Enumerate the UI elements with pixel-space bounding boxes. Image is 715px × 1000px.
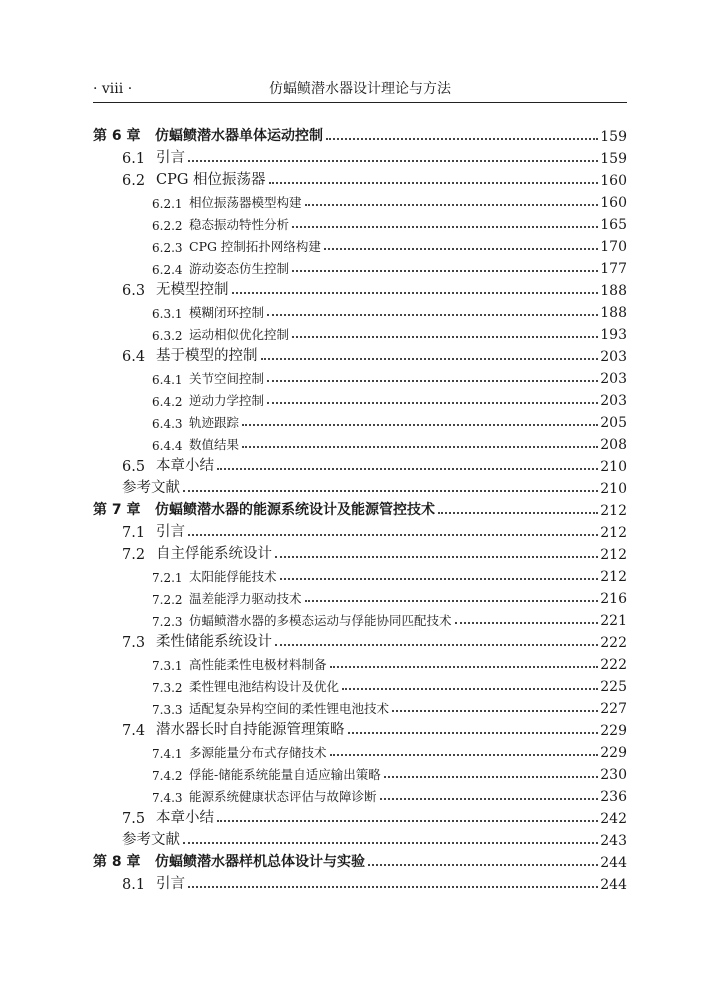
toc-entry-page: 221 [600, 613, 627, 629]
dot-leader [183, 842, 598, 844]
toc-entry-page: 177 [600, 261, 627, 277]
toc-entry-number: 6.3.1 [152, 307, 183, 321]
toc-entry-sub[interactable] [93, 189, 627, 211]
dot-leader [217, 820, 598, 822]
table-of-contents [93, 123, 627, 893]
toc-entry-title: 仿蝠鲼潜水器的多模态运动与俘能协同匹配技术 [189, 613, 452, 628]
dot-leader [368, 864, 598, 866]
toc-entry-page: 222 [600, 635, 627, 651]
dot-leader [392, 710, 598, 712]
toc-entry-number: 7.2.3 [152, 615, 183, 629]
toc-entry-page: 188 [600, 305, 627, 321]
toc-entry-number: 6.4.3 [152, 417, 183, 431]
toc-entry-sub[interactable] [93, 563, 627, 585]
dot-leader [438, 512, 598, 514]
dot-leader [326, 138, 598, 140]
dot-leader [342, 688, 598, 690]
toc-entry-page: 170 [600, 239, 627, 255]
toc-entry-number: 7.3 [122, 635, 146, 651]
toc-entry-page: 203 [600, 393, 627, 409]
toc-entry-sub[interactable] [93, 607, 627, 629]
toc-entry-title: 高性能柔性电极材料制备 [189, 657, 327, 672]
toc-entry-sub[interactable] [93, 431, 627, 453]
toc-entry-chapter[interactable] [93, 123, 627, 145]
toc-entry-page: 210 [600, 459, 627, 475]
dot-leader [292, 270, 598, 272]
toc-entry-title: 太阳能俘能技术 [189, 569, 277, 584]
toc-entry-title: 自主俘能系统设计 [156, 546, 272, 562]
toc-entry-number: 6.3.2 [152, 329, 183, 343]
dot-leader [232, 292, 599, 294]
toc-entry-section[interactable] [93, 453, 627, 475]
toc-entry-page: 244 [600, 855, 627, 871]
dot-leader [305, 204, 599, 206]
dot-leader [242, 446, 598, 448]
dot-leader [292, 336, 598, 338]
toc-entry-title: 适配复杂异构空间的柔性锂电池技术 [189, 701, 390, 716]
toc-entry-page: 236 [600, 789, 627, 805]
toc-entry-page: 229 [600, 723, 627, 739]
toc-entry-page: 222 [600, 657, 627, 673]
toc-entry-page: 212 [600, 525, 627, 541]
toc-entry-section[interactable] [93, 277, 627, 299]
toc-entry-title: 本章小结 [156, 810, 214, 826]
toc-entry-number: 7.5 [122, 811, 146, 827]
toc-entry-number: 7.4.2 [152, 769, 183, 783]
toc-entry-page: 159 [600, 151, 627, 167]
toc-entry-page: 193 [600, 327, 627, 343]
toc-entry-sub[interactable] [93, 739, 627, 761]
toc-entry-number: 7.1 [122, 525, 146, 541]
toc-entry-title: 关节空间控制 [189, 371, 265, 386]
dot-leader [267, 402, 598, 404]
toc-entry-page: 227 [600, 701, 627, 717]
toc-entry-section[interactable] [93, 167, 627, 189]
toc-entry-page: 160 [600, 195, 627, 211]
toc-entry-title: 参考文献 [122, 832, 180, 848]
toc-entry-title: 轨迹跟踪 [189, 415, 240, 430]
toc-entry-page: 229 [600, 745, 627, 761]
toc-entry-number: 6.2.4 [152, 263, 183, 277]
running-header [93, 80, 627, 103]
dot-leader [348, 732, 599, 734]
toc-entry-number: 7.2 [122, 547, 146, 563]
toc-entry-number: 7.4.1 [152, 747, 183, 761]
toc-entry-section[interactable] [93, 805, 627, 827]
toc-entry-section[interactable] [93, 519, 627, 541]
toc-entry-number: 6.2.1 [152, 197, 183, 211]
toc-entry-section[interactable] [93, 541, 627, 563]
toc-entry-page: 212 [600, 547, 627, 563]
toc-entry-ref[interactable] [93, 475, 627, 497]
dot-leader [330, 754, 599, 756]
toc-entry-title: 游动姿态仿生控制 [189, 261, 290, 276]
toc-entry-sub[interactable] [93, 409, 627, 431]
toc-entry-section[interactable] [93, 717, 627, 739]
toc-entry-sub[interactable] [93, 233, 627, 255]
dot-leader [269, 182, 599, 184]
toc-entry-chapter[interactable] [93, 497, 627, 519]
toc-entry-sub[interactable] [93, 673, 627, 695]
toc-entry-number: 7.3.3 [152, 703, 183, 717]
toc-entry-title: 俘能-储能系统能量自适应输出策略 [189, 767, 381, 782]
toc-entry-page: 242 [600, 811, 627, 827]
toc-entry-title: 柔性储能系统设计 [156, 634, 272, 650]
dot-leader [275, 556, 598, 558]
dot-leader [242, 424, 598, 426]
toc-entry-page: 203 [600, 371, 627, 387]
toc-entry-number: 6.4.1 [152, 373, 183, 387]
toc-entry-number: 6.3 [122, 283, 146, 299]
toc-entry-sub[interactable] [93, 585, 627, 607]
toc-entry-title: 稳态振动特性分析 [189, 217, 290, 232]
toc-entry-title: 能源系统健康状态评估与故障诊断 [189, 789, 377, 804]
toc-entry-number: 第 8 章 [93, 854, 141, 870]
dot-leader [324, 248, 598, 250]
toc-entry-title: 潜水器长时自持能源管理策略 [156, 722, 345, 738]
toc-entry-title: 温差能浮力驱动技术 [189, 591, 302, 606]
toc-entry-title: 仿蝠鲼潜水器的能源系统设计及能源管控技术 [155, 502, 435, 518]
toc-entry-number: 6.4.4 [152, 439, 183, 453]
dot-leader [275, 644, 598, 646]
toc-entry-title: 逆动力学控制 [189, 393, 265, 408]
toc-entry-page: 205 [600, 415, 627, 431]
toc-entry-page: 208 [600, 437, 627, 453]
toc-entry-page: 243 [600, 833, 627, 849]
toc-entry-title: 本章小结 [156, 458, 214, 474]
toc-entry-number: 6.4.2 [152, 395, 183, 409]
toc-entry-title: 参考文献 [122, 480, 180, 496]
toc-entry-sub[interactable] [93, 651, 627, 673]
toc-entry-sub[interactable] [93, 299, 627, 321]
toc-entry-title: 柔性锂电池结构设计及优化 [189, 679, 340, 694]
toc-entry-page: 165 [600, 217, 627, 233]
dot-leader [183, 490, 598, 492]
dot-leader [292, 226, 598, 228]
toc-entry-number: 第 6 章 [93, 128, 141, 144]
dot-leader [188, 886, 598, 888]
toc-entry-page: 188 [600, 283, 627, 299]
toc-entry-sub[interactable] [93, 321, 627, 343]
toc-entry-page: 212 [600, 569, 627, 585]
toc-entry-number: 7.3.1 [152, 659, 183, 673]
toc-entry-number: 7.4.3 [152, 791, 183, 805]
toc-entry-title: 无模型控制 [156, 282, 229, 298]
toc-entry-number: 7.2.1 [152, 571, 183, 585]
dot-leader [217, 468, 598, 470]
toc-entry-number: 第 7 章 [93, 502, 141, 518]
header-book-title: 仿蝠鲼潜水器设计理论与方法 [269, 81, 451, 97]
toc-entry-number: 7.3.2 [152, 681, 183, 695]
toc-entry-ref[interactable] [93, 827, 627, 849]
toc-entry-page: 159 [600, 129, 627, 145]
toc-entry-section[interactable] [93, 629, 627, 651]
dot-leader [267, 314, 598, 316]
toc-entry-title: 多源能量分布式存储技术 [189, 745, 327, 760]
toc-entry-title: 引言 [156, 150, 185, 166]
toc-entry-sub[interactable] [93, 783, 627, 805]
dot-leader [280, 578, 599, 580]
toc-entry-page: 216 [600, 591, 627, 607]
dot-leader [261, 358, 599, 360]
dot-leader [188, 160, 598, 162]
dot-leader [305, 600, 599, 602]
toc-entry-title: 引言 [156, 876, 185, 892]
toc-entry-section[interactable] [93, 145, 627, 167]
toc-entry-title: CPG 相位振荡器 [156, 172, 266, 188]
toc-entry-sub[interactable] [93, 211, 627, 233]
toc-entry-sub[interactable] [93, 761, 627, 783]
toc-entry-title: 数值结果 [189, 437, 240, 452]
toc-entry-title: 运动相似优化控制 [189, 327, 290, 342]
toc-entry-page: 203 [600, 349, 627, 365]
toc-entry-section[interactable] [93, 871, 627, 893]
toc-entry-title: 仿蝠鲼潜水器单体运动控制 [155, 128, 323, 144]
toc-entry-number: 6.2 [122, 173, 146, 189]
toc-entry-title: 基于模型的控制 [156, 348, 258, 364]
dot-leader [384, 776, 599, 778]
toc-entry-page: 225 [600, 679, 627, 695]
toc-entry-section[interactable] [93, 343, 627, 365]
toc-entry-number: 8.1 [122, 877, 146, 893]
toc-entry-sub[interactable] [93, 365, 627, 387]
dot-leader [188, 534, 598, 536]
toc-entry-title: 相位振荡器模型构建 [189, 195, 302, 210]
dot-leader [267, 380, 598, 382]
toc-entry-number: 7.2.2 [152, 593, 183, 607]
toc-entry-title: CPG 控制拓扑网络构建 [189, 239, 321, 254]
toc-entry-number: 6.2.3 [152, 241, 183, 255]
toc-entry-sub[interactable] [93, 255, 627, 277]
toc-entry-title: 引言 [156, 524, 185, 540]
toc-entry-page: 160 [600, 173, 627, 189]
toc-entry-sub[interactable] [93, 387, 627, 409]
toc-entry-number: 6.4 [122, 349, 146, 365]
toc-entry-page: 244 [600, 877, 627, 893]
toc-entry-number: 6.1 [122, 151, 146, 167]
toc-entry-number: 7.4 [122, 723, 146, 739]
dot-leader [330, 666, 599, 668]
header-page-number: · viii · [93, 81, 133, 97]
toc-entry-title: 仿蝠鲼潜水器样机总体设计与实验 [155, 854, 365, 870]
toc-entry-sub[interactable] [93, 695, 627, 717]
toc-entry-page: 210 [600, 481, 627, 497]
toc-entry-number: 6.5 [122, 459, 146, 475]
dot-leader [380, 798, 599, 800]
toc-entry-number: 6.2.2 [152, 219, 183, 233]
toc-entry-page: 230 [600, 767, 627, 783]
dot-leader [455, 622, 599, 624]
toc-entry-page: 212 [600, 503, 627, 519]
toc-entry-title: 模糊闭环控制 [189, 305, 265, 320]
toc-entry-chapter[interactable] [93, 849, 627, 871]
